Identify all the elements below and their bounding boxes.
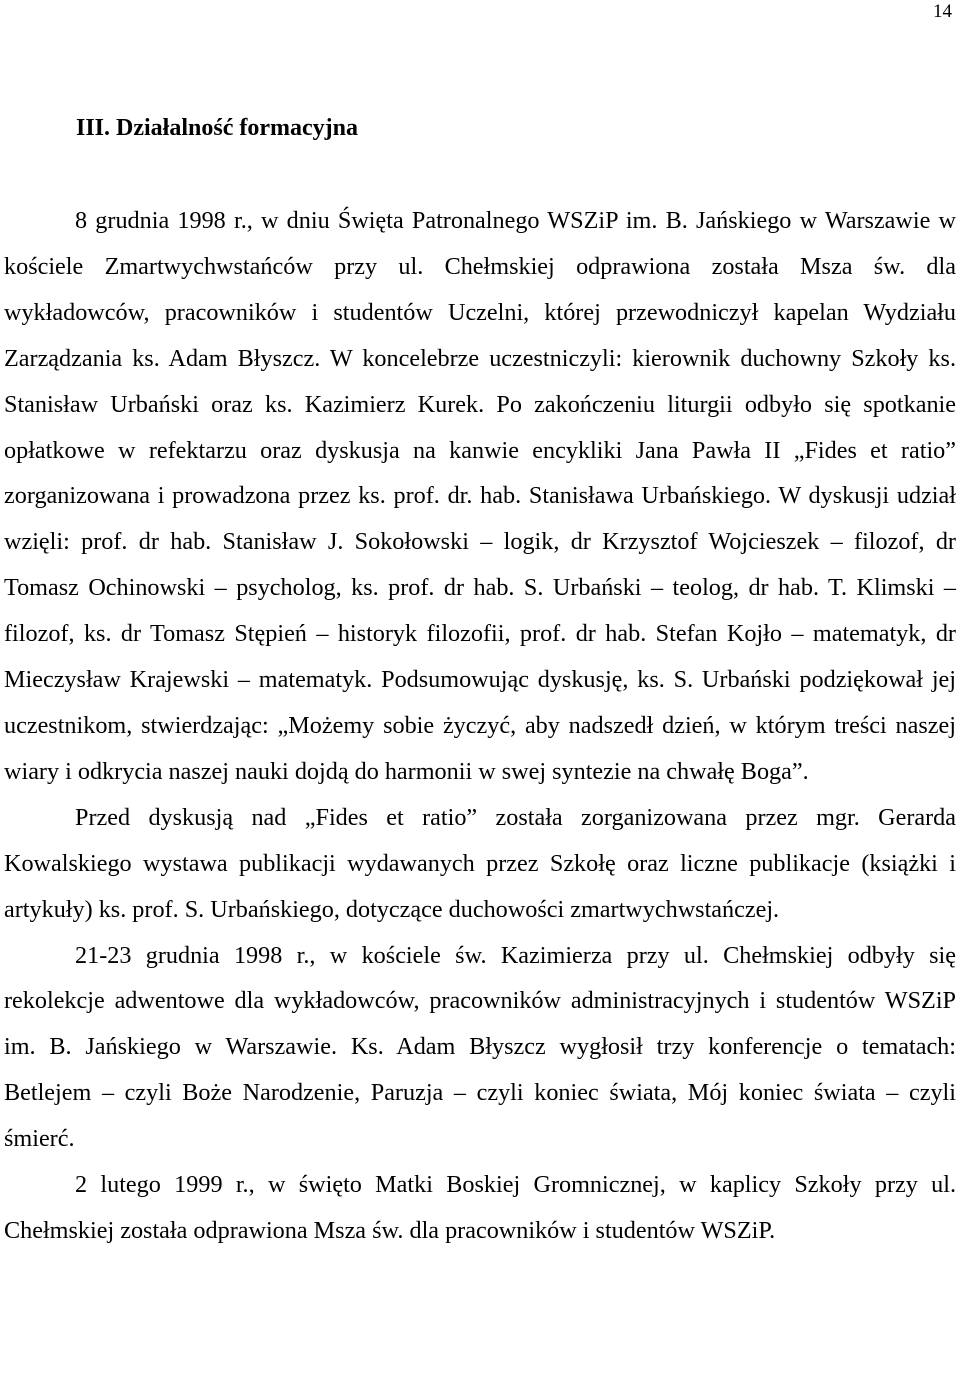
section-heading: III. Działalność formacyjna <box>76 115 358 141</box>
page-number: 14 <box>933 1 952 22</box>
paragraph-candlemas: 2 lutego 1999 r., w święto Matki Boskiej Gromnicznej, w kaplicy Szkoły przy ul. Chełmskiej została odprawiona Msza św. dla pracowników i studentów WSZiP. <box>4 1171 956 1244</box>
paragraph-exhibition: Przed dyskusją nad „Fides et ratio” została zorganizowana przez mgr. Gerarda Kowalskiego wystawa publikacji wydawanych przez Szkołę oraz liczne publikacje (książki i artykuły) ks. prof. S. Urbańskiego, dotyczące duchowości zmartwychwstańczej. <box>4 803 956 923</box>
paragraph-mass-and-discussion: 8 grudnia 1998 r., w dniu Święta Patronalnego WSZiP im. B. Jańskiego w Warszawie w kościele Zmartwychwstańców przy ul. Chełmskiej odprawiona została Msza św. dla wykładowców, pracowników i studentów Uczelni, której przewodniczył kapelan Wydziału Zarządzania ks. Adam Błyszcz. W koncelebrze uczestniczyli: kierownik duchowny Szkoły ks. Stanisław Urbański oraz ks. Kazimierz Kurek. Po zakończeniu liturgii odbyło się spotkanie opłatkowe w refektarzu oraz dyskusja na kanwie encykliki Jana Pawła II „Fides et ratio” zorganizowana i prowadzona przez ks. prof. dr. hab. Stanisława Urbańskiego. W dyskusji udział wzięli: prof. dr hab. Stanisław J. Sokołowski – logik, dr Krzysztof Wojcieszek – filozof, dr Tomasz Ochinowski – psycholog, ks. prof. dr hab. S. Urbański – teolog, dr hab. T. Klimski – filozof, ks. dr Tomasz Stępień – historyk filozofii, prof. dr hab. Stefan Kojło – matematyk, dr Mieczysław Krajewski – matematyk. Podsumowując dyskusję, ks. S. Urbański podziękował jej uczestnikom, stwierdzając: „Możemy sobie życzyć, aby nadszedł dzień, w którym treści naszej wiary i odkrycia naszej nauki dojdą do harmonii w swej syntezie na chwałę Boga”. <box>4 207 956 785</box>
body-text <box>4 198 956 1254</box>
paragraph-retreat: 21-23 grudnia 1998 r., w kościele św. Kazimierza przy ul. Chełmskiej odbyły się rekolekcje adwentowe dla wykładowców, pracowników administracyjnych i studentów WSZiP im. B. Jańskiego w Warszawie. Ks. Adam Błyszcz wygłosił trzy konferencje o tematach: Betlejem – czyli Boże Narodzenie, Paruzja – czyli koniec świata, Mój koniec świata – czyli śmierć. <box>4 941 956 1153</box>
